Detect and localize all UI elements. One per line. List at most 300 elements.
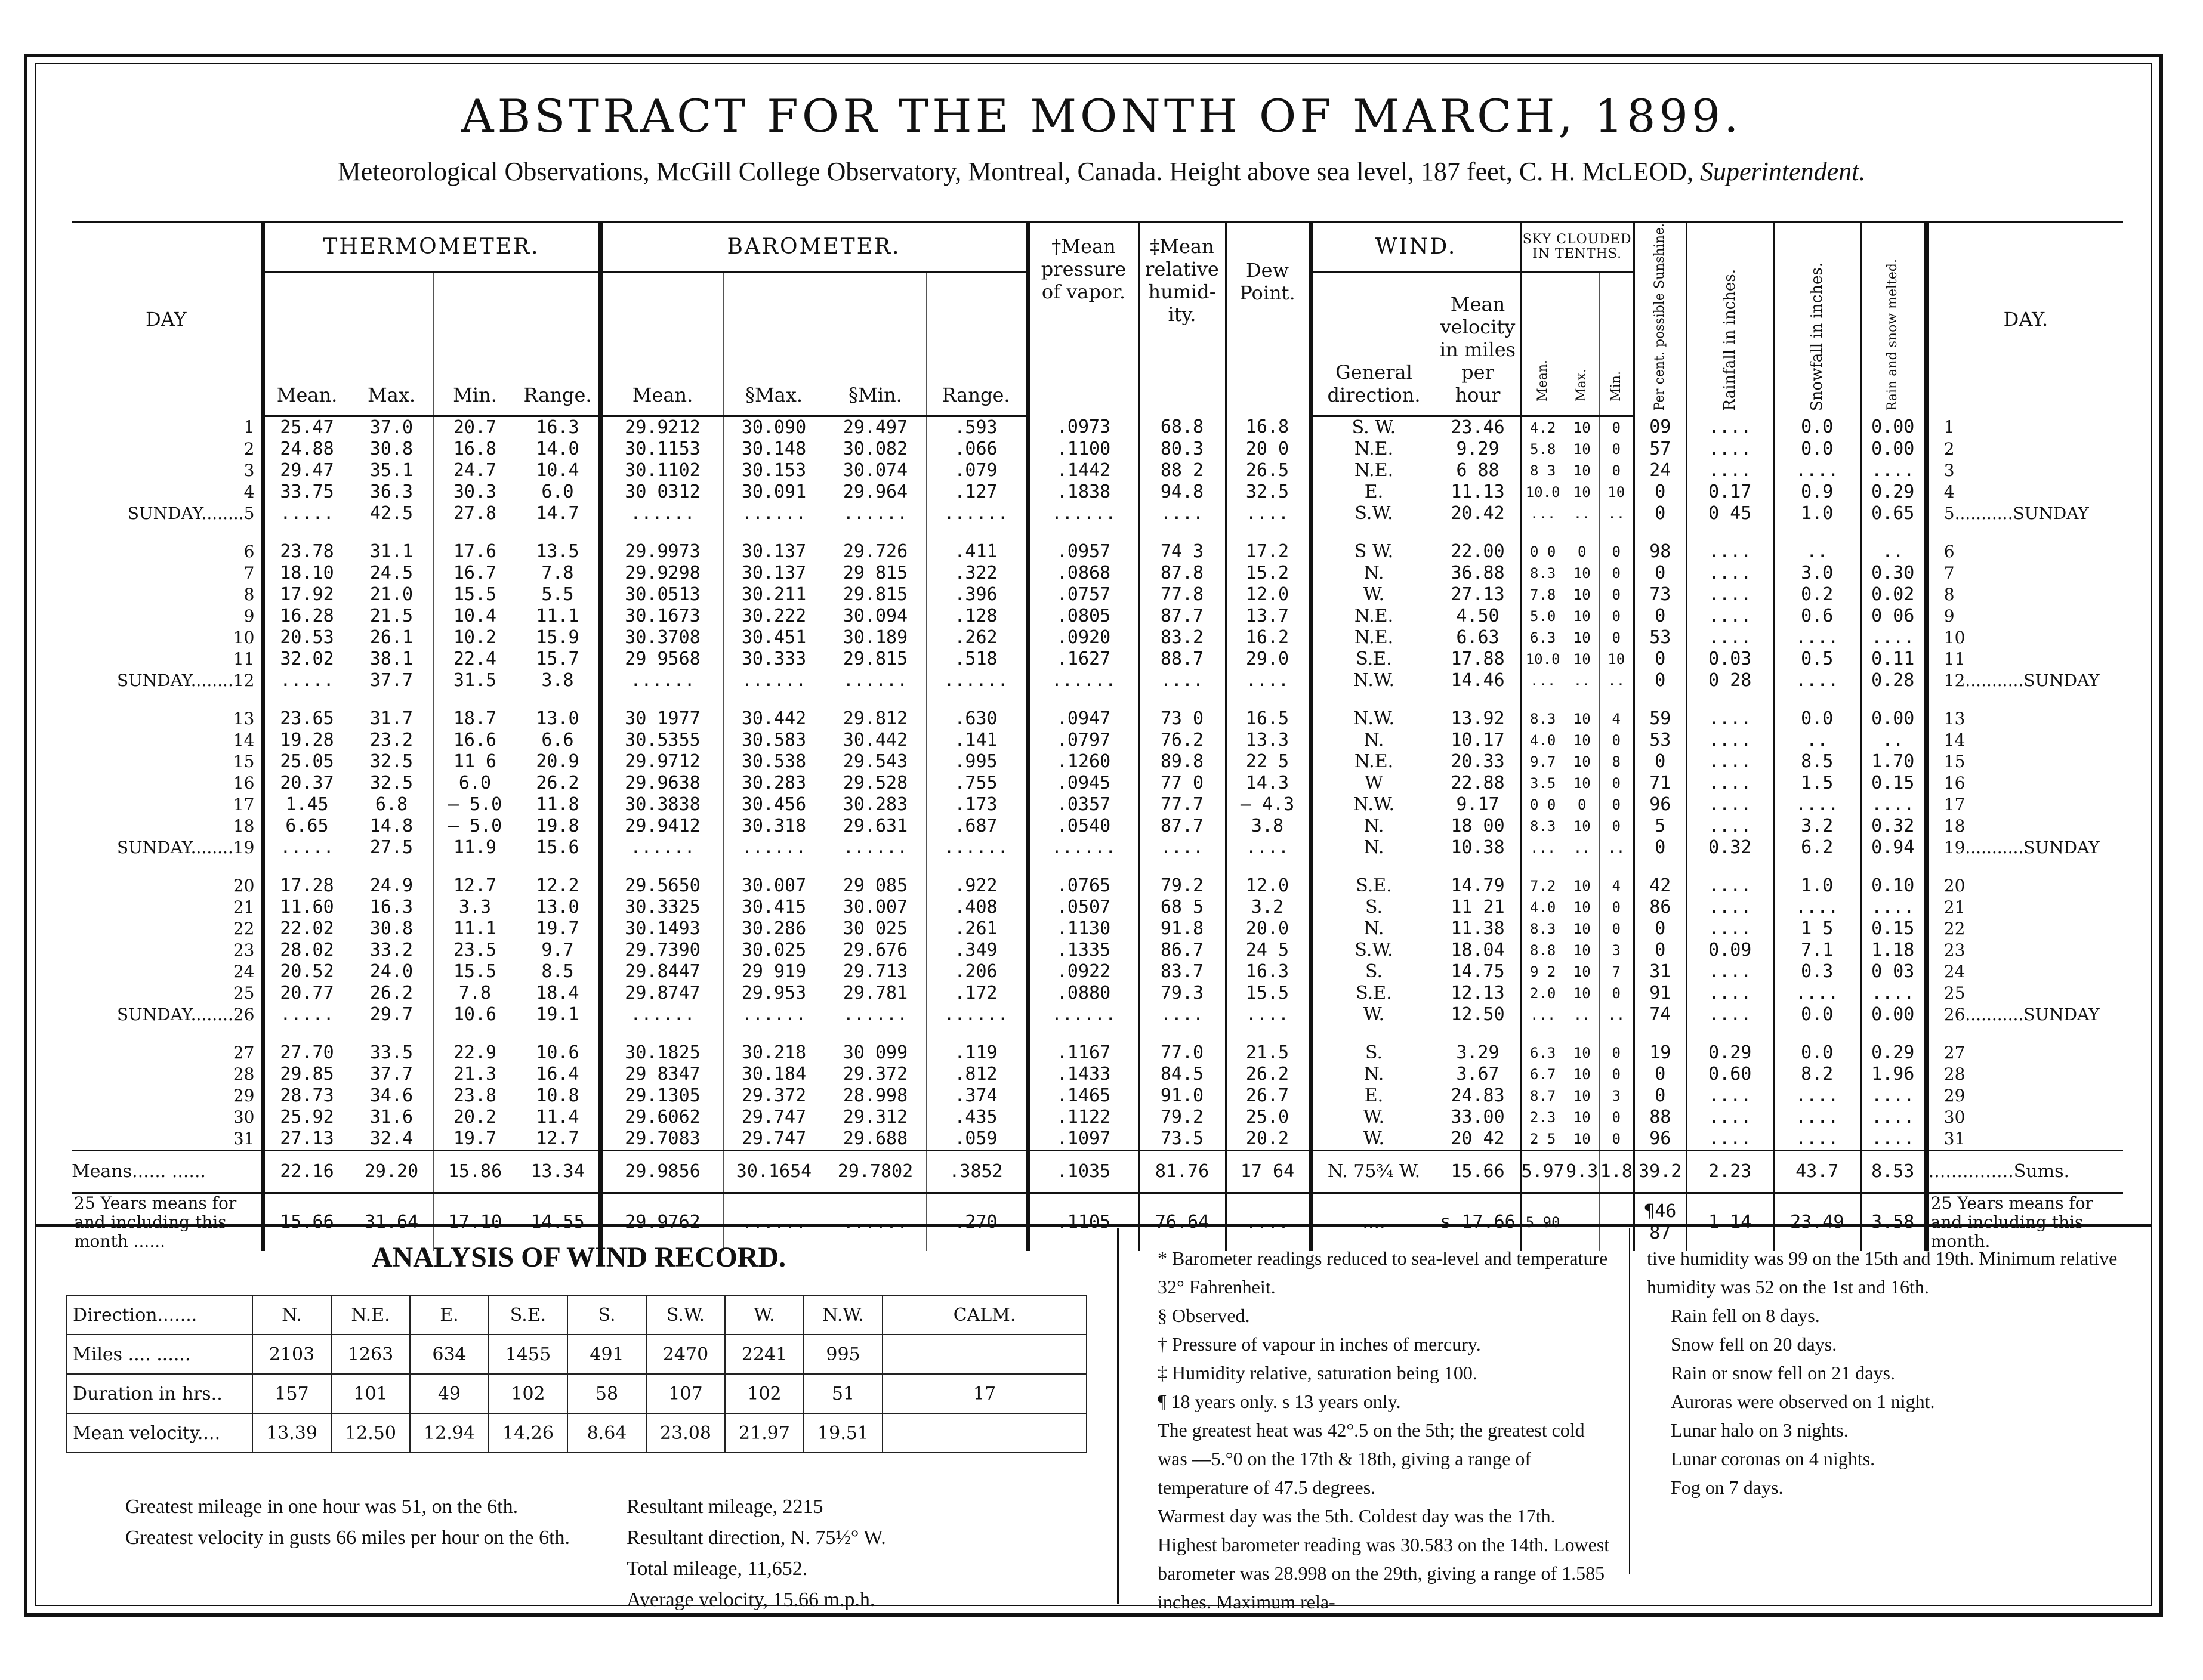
baro-max-cell: ......	[723, 1004, 825, 1026]
sky-mean-cell: 2.3	[1520, 1107, 1565, 1128]
rainsnow-cell: 0.02	[1860, 584, 1926, 606]
sky-min-cell: 0	[1599, 438, 1634, 460]
dew-point-cell: 26.7	[1226, 1085, 1310, 1107]
rainfall-cell: ....	[1686, 708, 1773, 730]
vapor-cell: .0765	[1028, 875, 1138, 897]
baro-max-cell: 30.137	[723, 541, 825, 563]
baro-range-cell: .059	[926, 1128, 1028, 1151]
temp-max-cell: 35.1	[350, 460, 433, 481]
day-label-cell: 8	[243, 584, 255, 604]
rainfall-cell: 0.32	[1686, 837, 1773, 858]
temp-mean-cell: 16.28	[263, 606, 350, 627]
sky-min-label: Min.	[1608, 371, 1624, 402]
spacer-cell	[1310, 858, 1436, 875]
sky-max-cell: 10	[1565, 438, 1599, 460]
rainsnow-cell: ....	[1860, 794, 1926, 816]
baro-max-cell: 30.538	[723, 751, 825, 773]
sky-mean-cell: 8.3	[1520, 816, 1565, 837]
sky-max-cell: 10	[1565, 730, 1599, 751]
sky-min-cell: 10	[1599, 648, 1634, 670]
calm-header: CALM.	[883, 1295, 1087, 1335]
dew-point-cell: 15.2	[1226, 563, 1310, 584]
temp-mean-cell: 17.28	[263, 875, 350, 897]
snowfall-header	[1773, 222, 1860, 416]
table-row	[72, 751, 2123, 773]
rainsnow-cell: 0.15	[1860, 918, 1926, 940]
table-row	[72, 918, 2123, 940]
snowfall-cell: ....	[1773, 1085, 1860, 1107]
wind-velocity-cell: 3.67	[1436, 1064, 1520, 1085]
baro-mean-cell: 29.9856	[600, 1150, 723, 1193]
duration-cell: 102	[489, 1374, 567, 1413]
rainfall-cell: ....	[1686, 541, 1773, 563]
temp-min-cell: 16.6	[433, 730, 517, 751]
sky-min-cell: 0	[1599, 816, 1634, 837]
temp-mean-cell: 17.92	[263, 584, 350, 606]
baro-range-cell: .755	[926, 773, 1028, 794]
temp-min-cell: 21.3	[433, 1064, 517, 1085]
wind-velocity-cell: 13.92	[1436, 708, 1520, 730]
humidity-cell: ....	[1138, 503, 1226, 524]
summary-notes	[1647, 1244, 2136, 1502]
baro-mean-cell: 29.9712	[600, 751, 723, 773]
temp-min-cell: 7.8	[433, 983, 517, 1004]
rainsnow-cell: 3.58	[1860, 1193, 1926, 1251]
rainfall-cell: ....	[1686, 918, 1773, 940]
spacer-cell	[263, 524, 350, 541]
velocity-cell: 21.97	[725, 1413, 804, 1453]
spacer-cell	[72, 1026, 263, 1042]
sky-mean-cell: 0 0	[1520, 794, 1565, 816]
wind-velocity-cell: 23.46	[1436, 416, 1520, 438]
temp-min-cell: 11 6	[433, 751, 517, 773]
years-label-cell: 25 Years means for and including this month ......	[74, 1193, 237, 1251]
spacer-cell	[1520, 1026, 1565, 1042]
temp-min-cell: 20.2	[433, 1107, 517, 1128]
baro-mean-cell: 29.9298	[600, 563, 723, 584]
day-label-right-cell: 10	[1926, 627, 2123, 648]
spacer-cell	[1686, 691, 1773, 708]
t-range-header: Range.	[517, 271, 600, 416]
dew-point-cell: 32.5	[1226, 481, 1310, 503]
rainsnow-cell: 0 06	[1860, 606, 1926, 627]
baro-max-cell: 30.415	[723, 897, 825, 918]
baro-range-cell: .374	[926, 1085, 1028, 1107]
day-label-right-cell: 2	[1926, 438, 2123, 460]
sky-min-cell: 0	[1599, 460, 1634, 481]
spacer-cell	[433, 858, 517, 875]
rainsnow-cell: 0.11	[1860, 648, 1926, 670]
spacer-cell	[1436, 524, 1520, 541]
miles-cell: 634	[410, 1335, 489, 1374]
spacer-cell	[1226, 858, 1310, 875]
rainfall-cell: ....	[1686, 1004, 1773, 1026]
rainfall-cell: ....	[1686, 584, 1773, 606]
rainfall-cell: ....	[1686, 606, 1773, 627]
day-label-cell: 27	[233, 1042, 255, 1063]
row-spacer	[72, 858, 2123, 875]
humidity-cell: 74 3	[1138, 541, 1226, 563]
day-label-cell: 29	[233, 1085, 255, 1105]
baro-mean-cell: 29.6062	[600, 1107, 723, 1128]
sky-min-cell: 0	[1599, 1042, 1634, 1064]
miles-cell: 1263	[331, 1335, 410, 1374]
day-label-right-cell: 23	[1926, 940, 2123, 961]
rainfall-cell: ....	[1686, 773, 1773, 794]
baro-range-cell: .270	[926, 1193, 1028, 1251]
sky-mean-cell: 8.3	[1520, 563, 1565, 584]
velocity-calm-cell	[883, 1413, 1087, 1453]
sunshine-cell: 0	[1634, 503, 1686, 524]
rainsnow-cell: ....	[1860, 983, 1926, 1004]
sky-max-cell: 10	[1565, 983, 1599, 1004]
wind-velocity-cell: s 17.66	[1436, 1193, 1520, 1251]
rainsnow-cell: ..	[1860, 730, 1926, 751]
temp-max-cell: 6.8	[350, 794, 433, 816]
wind-velocity-cell: 24.83	[1436, 1085, 1520, 1107]
resultant-mileage-note: Resultant mileage, 2215	[627, 1496, 823, 1518]
rainsnow-cell: 0.00	[1860, 416, 1926, 438]
baro-mean-cell: 30.1153	[600, 438, 723, 460]
baro-max-cell: 30.442	[723, 708, 825, 730]
baro-min-cell: 29.7802	[825, 1150, 926, 1193]
sky-mean-cell: 2 5	[1520, 1128, 1565, 1151]
dew-point-cell: 16.8	[1226, 416, 1310, 438]
spacer-cell	[350, 691, 433, 708]
sky-mean-cell: 9.7	[1520, 751, 1565, 773]
spacer-cell	[723, 1026, 825, 1042]
temp-max-cell: 32.4	[350, 1128, 433, 1151]
dir-cell: N.W.	[804, 1295, 883, 1335]
snowfall-cell: ....	[1773, 1107, 1860, 1128]
temp-mean-cell: 32.02	[263, 648, 350, 670]
baro-range-cell: .435	[926, 1107, 1028, 1128]
wind-velocity-cell: 20.42	[1436, 503, 1520, 524]
wind-velocity-cell: 6.63	[1436, 627, 1520, 648]
day-label-right-cell: 9	[1926, 606, 2123, 627]
sky-max-cell: ..	[1565, 837, 1599, 858]
table-row	[72, 1004, 2123, 1026]
temp-range-cell: 19.1	[517, 1004, 600, 1026]
barometer-header: BAROMETER.	[600, 222, 1028, 271]
rainsnow-cell: ..	[1860, 541, 1926, 563]
baro-mean-cell: 30 0312	[600, 481, 723, 503]
temp-range-cell: 10.6	[517, 1042, 600, 1064]
baro-min-cell: 29.713	[825, 961, 926, 983]
day-label-right-cell: 7	[1926, 563, 2123, 584]
dew-point-cell: 29.0	[1226, 648, 1310, 670]
rainsnow-cell: ....	[1860, 1128, 1926, 1151]
humidity-cell: ....	[1138, 1004, 1226, 1026]
temp-range-cell: 13.0	[517, 708, 600, 730]
table-row	[72, 708, 2123, 730]
spacer-cell	[1138, 524, 1226, 541]
spacer-cell	[926, 1026, 1028, 1042]
rainfall-cell: 0.09	[1686, 940, 1773, 961]
sky-mean-cell: 0 0	[1520, 541, 1565, 563]
day-right-header: DAY.	[1926, 222, 2123, 416]
temp-max-cell: 31.1	[350, 541, 433, 563]
spacer-cell	[1565, 1026, 1599, 1042]
table-row	[72, 416, 2123, 438]
wind-velocity-cell: 3.29	[1436, 1042, 1520, 1064]
baro-min-cell: 30.094	[825, 606, 926, 627]
table-row	[72, 503, 2123, 524]
vapor-cell: ......	[1028, 670, 1138, 691]
rainfall-cell: ....	[1686, 897, 1773, 918]
means-label-right-cell: ...............Sums.	[1926, 1150, 2123, 1193]
sunshine-cell: 57	[1634, 438, 1686, 460]
sky-mean-cell: 4.2	[1520, 416, 1565, 438]
day-label-right-cell: 13	[1926, 708, 2123, 730]
sky-mean-cell: 4.0	[1520, 730, 1565, 751]
wind-velocity-cell: 14.79	[1436, 875, 1520, 897]
temp-min-cell: 16.8	[433, 438, 517, 460]
rainsnow-cell: ....	[1860, 897, 1926, 918]
snowfall-cell: 0.0	[1773, 1042, 1860, 1064]
spacer-cell	[517, 691, 600, 708]
wind-velocity-cell: 12.50	[1436, 1004, 1520, 1026]
snowfall-cell: 0.5	[1773, 648, 1860, 670]
baro-range-cell: .812	[926, 1064, 1028, 1085]
rainsnow-cell: 0.29	[1860, 1042, 1926, 1064]
sky-max-cell: ..	[1565, 1004, 1599, 1026]
spacer-cell	[825, 524, 926, 541]
sunshine-cell: 42	[1634, 875, 1686, 897]
temp-mean-cell: 20.52	[263, 961, 350, 983]
sunshine-cell: 73	[1634, 584, 1686, 606]
temp-range-cell: 15.7	[517, 648, 600, 670]
baro-min-cell: ......	[825, 837, 926, 858]
spacer-cell	[1226, 1026, 1310, 1042]
humidity-cell: 73.5	[1138, 1128, 1226, 1151]
rainfall-cell: ....	[1686, 983, 1773, 1004]
duration-label: Duration in hrs..	[66, 1374, 252, 1413]
sky-mean-cell: 8.8	[1520, 940, 1565, 961]
t-max-header: Max.	[350, 271, 433, 416]
spacer-cell	[1634, 524, 1686, 541]
baro-mean-cell: ......	[600, 670, 723, 691]
baro-range-cell: ......	[926, 1004, 1028, 1026]
wind-dir-header: General direction.	[1310, 271, 1436, 416]
day-label-right-cell: 20	[1926, 875, 2123, 897]
spacer-cell	[1926, 858, 2123, 875]
table-row	[72, 563, 2123, 584]
sky-mean-cell: 9 2	[1520, 961, 1565, 983]
sky-max-cell: 9.3	[1565, 1150, 1599, 1193]
wind-velocity-cell: 14.75	[1436, 961, 1520, 983]
wind-notes-col-1	[101, 1491, 627, 1554]
vapor-cell: .0880	[1028, 983, 1138, 1004]
sky-max-cell: 10	[1565, 563, 1599, 584]
baro-range-cell: .128	[926, 606, 1028, 627]
spacer-cell	[1686, 524, 1773, 541]
temp-range-cell: 26.2	[517, 773, 600, 794]
vapor-cell: .0540	[1028, 816, 1138, 837]
spacer-cell	[1565, 691, 1599, 708]
wind-velocity-cell: 33.00	[1436, 1107, 1520, 1128]
vapor-cell: .1167	[1028, 1042, 1138, 1064]
miles-cell: 2103	[252, 1335, 331, 1374]
rainfall-header	[1686, 222, 1773, 416]
dew-point-cell: 3.8	[1226, 816, 1310, 837]
wind-analysis-title: ANALYSIS OF WIND RECORD.	[371, 1242, 786, 1273]
sky-min-cell: 4	[1599, 708, 1634, 730]
temp-min-cell: 11.1	[433, 918, 517, 940]
summary-note: Lunar halo on 3 nights.	[1671, 1419, 1849, 1441]
rainfall-cell: 1 14	[1686, 1193, 1773, 1251]
day-label-cell: SUNDAY........5	[127, 503, 255, 523]
thermometer-header: THERMOMETER.	[263, 222, 600, 271]
miles-cell: 2470	[646, 1335, 725, 1374]
temp-range-cell: 10.4	[517, 460, 600, 481]
baro-mean-cell: 29.7083	[600, 1128, 723, 1151]
sky-mean-cell: ...	[1520, 837, 1565, 858]
baro-min-cell: 30.074	[825, 460, 926, 481]
wind-velocity-cell: 36.88	[1436, 563, 1520, 584]
miles-cell: 995	[804, 1335, 883, 1374]
rainsnow-cell: 0.10	[1860, 875, 1926, 897]
spacer-cell	[1520, 691, 1565, 708]
dew-point-cell: 20.2	[1226, 1128, 1310, 1151]
spacer-cell	[1138, 1026, 1226, 1042]
temp-max-cell: 31.7	[350, 708, 433, 730]
humidity-cell: 88 2	[1138, 460, 1226, 481]
summary-body	[72, 1150, 2123, 1251]
snowfall-cell: ....	[1773, 794, 1860, 816]
sky-min-cell: 4	[1599, 875, 1634, 897]
baro-max-cell: 29 919	[723, 961, 825, 983]
humidity-cell: 83.7	[1138, 961, 1226, 983]
wind-direction-cell: E.	[1310, 481, 1436, 503]
spacer-cell	[1028, 1026, 1138, 1042]
sunshine-cell: 0	[1634, 563, 1686, 584]
dew-point-cell: 3.2	[1226, 897, 1310, 918]
summary-note: The greatest heat was 42°.5 on the 5th; the greatest cold was —5.°0 on the 17th & 18th, giving a range of temperature of 47.5 degrees.	[1158, 1419, 1585, 1498]
temp-range-cell: 9.7	[517, 940, 600, 961]
temp-range-cell: 12.2	[517, 875, 600, 897]
spacer-cell	[1599, 524, 1634, 541]
spacer-cell	[1634, 858, 1686, 875]
dew-point-cell: 13.7	[1226, 606, 1310, 627]
spacer-cell	[1860, 1026, 1926, 1042]
means-label-cell: Means...... ......	[72, 1150, 263, 1193]
observations-body	[72, 416, 2123, 1151]
sky-mean-cell: 6.3	[1520, 627, 1565, 648]
sunshine-cell: 19	[1634, 1042, 1686, 1064]
sunshine-cell: 53	[1634, 627, 1686, 648]
baro-min-cell: 30.007	[825, 897, 926, 918]
rainfall-cell: ....	[1686, 751, 1773, 773]
sky-min-cell: 0	[1599, 563, 1634, 584]
snowfall-cell: 3.0	[1773, 563, 1860, 584]
sky-max-cell: 10	[1565, 1064, 1599, 1085]
snowfall-cell: 8.2	[1773, 1064, 1860, 1085]
temp-max-cell: 24.9	[350, 875, 433, 897]
temp-max-cell: 32.5	[350, 773, 433, 794]
baro-min-cell: 28.998	[825, 1085, 926, 1107]
temp-range-cell: 8.5	[517, 961, 600, 983]
baro-range-cell: .066	[926, 438, 1028, 460]
temp-range-cell: 11.4	[517, 1107, 600, 1128]
baro-max-cell: ......	[723, 1193, 825, 1251]
sky-mean-cell: 10.0	[1520, 648, 1565, 670]
temp-max-cell: 26.2	[350, 983, 433, 1004]
baro-min-cell: 29.781	[825, 983, 926, 1004]
snowfall-cell: 1 5	[1773, 918, 1860, 940]
spacer-cell	[926, 524, 1028, 541]
rainfall-cell: ....	[1686, 875, 1773, 897]
baro-range-cell: .995	[926, 751, 1028, 773]
spacer-cell	[263, 1026, 350, 1042]
sunshine-cell: 0	[1634, 918, 1686, 940]
day-label-right-cell: 8	[1926, 584, 2123, 606]
sky-max-label: Max.	[1574, 368, 1590, 402]
temp-mean-cell: 25.92	[263, 1107, 350, 1128]
table-row	[72, 1064, 2123, 1085]
sky-max-cell: 10	[1565, 648, 1599, 670]
rainsnow-cell: 0.00	[1860, 438, 1926, 460]
t-min-header: Min.	[433, 271, 517, 416]
wind-velocity-cell: 18.04	[1436, 940, 1520, 961]
spacer-cell	[517, 524, 600, 541]
sky-min-cell: 0	[1599, 1107, 1634, 1128]
sky-max-cell: 10	[1565, 627, 1599, 648]
sky-min-cell: 0	[1599, 606, 1634, 627]
dew-point-cell: 20 0	[1226, 438, 1310, 460]
total-mileage-note: Total mileage, 11,652.	[627, 1558, 808, 1580]
day-label-cell: 28	[233, 1064, 255, 1084]
sky-min-cell: 10	[1599, 481, 1634, 503]
baro-max-cell: 30.451	[723, 627, 825, 648]
rainfall-cell: 0 28	[1686, 670, 1773, 691]
rainsnow-cell: 0.00	[1860, 1004, 1926, 1026]
sky-max-cell: 10	[1565, 1107, 1599, 1128]
spacer-cell	[926, 858, 1028, 875]
vapor-cell: .0920	[1028, 627, 1138, 648]
spacer-cell	[1436, 858, 1520, 875]
humidity-cell: 81.76	[1138, 1150, 1226, 1193]
temp-max-cell: 29.20	[350, 1150, 433, 1193]
baro-range-cell: .173	[926, 794, 1028, 816]
day-label-cell: 30	[233, 1107, 255, 1127]
wind-miles-row	[66, 1335, 1087, 1374]
sunshine-cell: 0	[1634, 481, 1686, 503]
rainsnow-cell: 0.00	[1860, 708, 1926, 730]
vapor-cell: .0945	[1028, 773, 1138, 794]
sky-max-cell: 10	[1565, 816, 1599, 837]
day-label-cell: 17	[233, 794, 255, 814]
sky-min-cell: ..	[1599, 670, 1634, 691]
humidity-cell: 77 0	[1138, 773, 1226, 794]
humidity-cell: 86.7	[1138, 940, 1226, 961]
temp-min-cell: 23.8	[433, 1085, 517, 1107]
temp-range-cell: 20.9	[517, 751, 600, 773]
dew-point-cell: ....	[1226, 837, 1310, 858]
temp-min-cell: 12.7	[433, 875, 517, 897]
table-row	[72, 773, 2123, 794]
humidity-cell: ....	[1138, 837, 1226, 858]
temp-max-cell: 38.1	[350, 648, 433, 670]
wind-direction-cell: S.E.	[1310, 983, 1436, 1004]
wind-velocity-cell: 10.38	[1436, 837, 1520, 858]
rainsnow-cell: 0.94	[1860, 837, 1926, 858]
humidity-cell: 77.8	[1138, 584, 1226, 606]
baro-range-cell: ......	[926, 503, 1028, 524]
spacer-cell	[1860, 691, 1926, 708]
temp-mean-cell: 1.45	[263, 794, 350, 816]
humidity-cell: 91.0	[1138, 1085, 1226, 1107]
